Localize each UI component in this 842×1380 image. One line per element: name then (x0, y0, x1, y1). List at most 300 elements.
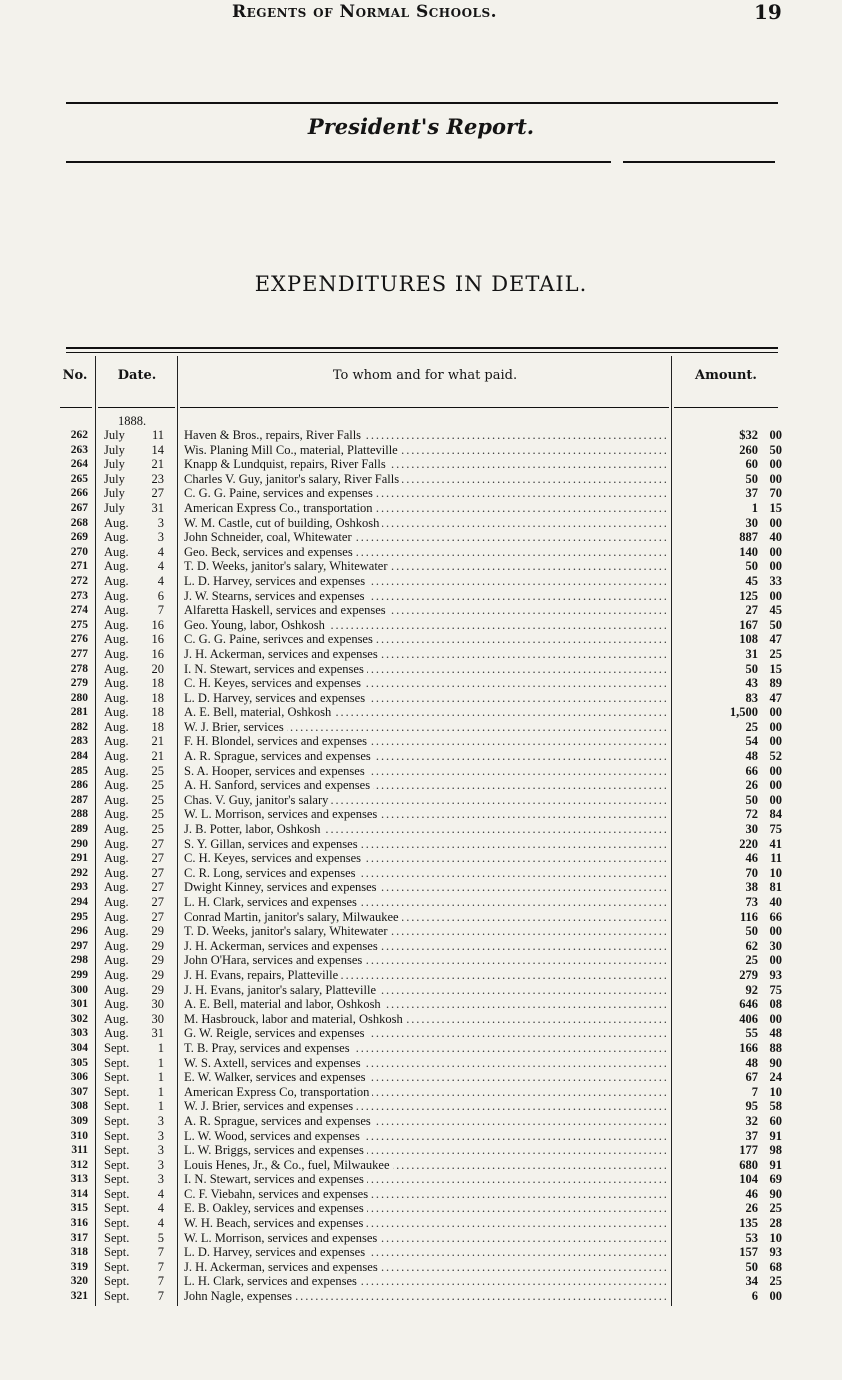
entry-description (184, 880, 666, 895)
column-header-amount: Amount. (695, 368, 757, 383)
entry-dollars: 646 (739, 997, 758, 1012)
entry-month: Sept. (104, 1230, 130, 1245)
entry-month: Sept. (104, 1113, 130, 1128)
entry-description-text: J. H. Ackerman, services and expenses (184, 647, 381, 661)
entry-month: Aug. (104, 895, 129, 909)
entry-description-text: I. N. Stewart, services and expenses (184, 1172, 367, 1186)
entry-day: 25 (151, 778, 164, 793)
entry-day: 16 (151, 617, 164, 632)
entry-cents: 00 (769, 778, 782, 793)
entry-dollars: 48 (745, 749, 758, 764)
entry-day: 3 (157, 1143, 164, 1158)
entry-description-text: L. W. Briggs, services and expenses (184, 1143, 367, 1157)
table-row (0, 691, 842, 706)
entry-description (184, 1274, 666, 1289)
header-underline-amount (674, 407, 778, 408)
entry-day: 29 (151, 982, 164, 997)
entry-description-text: A. E. Bell, material, Oshkosh (184, 705, 334, 719)
entry-dollars: 6 (751, 1289, 758, 1304)
table-row (0, 1274, 842, 1289)
table-row (0, 1245, 842, 1260)
entry-month: Aug. (104, 734, 129, 749)
entry-month: Aug. (104, 836, 129, 851)
entry-dollars: 60 (745, 457, 758, 472)
entry-dollars: 72 (745, 807, 758, 822)
table-row (0, 764, 842, 779)
entry-description-text: Charles V. Guy, janitor's salary, River Falls (184, 472, 402, 486)
entry-description-text: J. B. Potter, labor, Oshkosh (184, 822, 324, 836)
entry-description-text: W. L. Morrison, services and expenses (184, 807, 380, 821)
entry-description-text: E. B. Oakley, services and expenses (184, 1201, 367, 1215)
entry-description-text: L. D. Harvey, services and expenses (184, 1245, 368, 1259)
entry-month: Aug. (104, 1026, 129, 1041)
entry-day: 27 (151, 880, 164, 895)
entry-day: 18 (151, 676, 164, 691)
entry-month: Sept. (104, 1128, 130, 1143)
entry-cents: 40 (769, 530, 782, 545)
entry-dollars: 67 (745, 1070, 758, 1085)
entry-dollars: 25 (745, 719, 758, 734)
entry-month: Aug. (104, 997, 129, 1012)
entry-month: Aug. (104, 938, 129, 953)
entry-number: 310 (70, 1129, 88, 1142)
entry-number: 265 (70, 472, 88, 485)
table-row (0, 1099, 842, 1114)
entry-day: 4 (157, 1216, 164, 1231)
entry-month: July (104, 442, 125, 457)
entry-month: Sept. (104, 1055, 130, 1070)
table-row (0, 968, 842, 983)
entry-dollars: 177 (739, 1143, 758, 1158)
entry-day: 6 (157, 588, 164, 603)
entry-day: 1 (157, 1070, 164, 1085)
entry-day: 27 (151, 486, 164, 501)
table-row (0, 662, 842, 677)
entry-description (184, 1056, 666, 1071)
table-row (0, 559, 842, 574)
entry-description (184, 895, 666, 910)
entry-description (184, 545, 666, 560)
entry-dollars: 45 (745, 573, 758, 588)
entry-day: 7 (157, 603, 164, 618)
entry-description-text: C. R. Long, services and expenses (184, 866, 359, 880)
entry-dollars: 7 (751, 1084, 758, 1099)
entry-cents: 00 (769, 719, 782, 734)
table-row (0, 574, 842, 589)
entry-cents: 28 (769, 1216, 782, 1231)
entry-cents: 00 (769, 544, 782, 559)
entry-day: 4 (157, 1186, 164, 1201)
entry-month: Sept. (104, 1201, 130, 1216)
year-label: 1888. (118, 414, 147, 428)
entry-month: Sept. (104, 1274, 130, 1289)
entry-dollars: 30 (745, 515, 758, 530)
entry-day: 3 (157, 1128, 164, 1143)
entry-number: 289 (70, 823, 88, 836)
entry-month: Sept. (104, 1040, 130, 1055)
entry-description-text: W. M. Castle, cut of building, Oshkosh (184, 516, 382, 530)
entry-month: Aug. (104, 967, 129, 982)
entry-month: Aug. (104, 822, 129, 837)
entry-description (184, 603, 666, 618)
entry-dollars: 406 (739, 1011, 758, 1026)
entry-cents: 70 (769, 486, 782, 501)
entry-dollars: 50 (745, 924, 758, 939)
entry-description (184, 720, 666, 735)
table-row (0, 749, 842, 764)
entry-number: 270 (70, 545, 88, 558)
entry-number: 296 (70, 925, 88, 938)
entry-description (184, 764, 666, 779)
entry-number: 302 (70, 1012, 88, 1025)
entry-number: 309 (70, 1114, 88, 1127)
expenditure-rows (0, 428, 842, 1304)
table-row (0, 939, 842, 954)
entry-day: 1 (157, 1040, 164, 1055)
table-row (0, 866, 842, 881)
entry-cents: 00 (769, 763, 782, 778)
entry-number: 316 (70, 1217, 88, 1230)
entry-number: 312 (70, 1158, 88, 1171)
entry-day: 21 (151, 734, 164, 749)
entry-month: Aug. (104, 544, 129, 559)
entry-cents: 00 (769, 734, 782, 749)
entry-description (184, 997, 666, 1012)
entry-number: 298 (70, 954, 88, 967)
entry-dollars: 73 (745, 895, 758, 909)
entry-cents: 10 (769, 1230, 782, 1245)
entry-month: Aug. (104, 763, 129, 778)
entry-cents: 25 (769, 646, 782, 661)
entry-number: 285 (70, 764, 88, 777)
entry-month: Aug. (104, 676, 129, 691)
table-row (0, 618, 842, 633)
entry-month: Sept. (104, 1084, 130, 1099)
entry-number: 291 (70, 852, 88, 865)
entry-day: 31 (151, 1026, 164, 1041)
entry-description-text: C. F. Viebahn, services and expenses (184, 1187, 371, 1201)
entry-cents: 00 (769, 428, 782, 442)
entry-day: 29 (151, 924, 164, 939)
entry-dollars: 108 (739, 632, 758, 647)
table-row (0, 822, 842, 837)
entry-number: 280 (70, 691, 88, 704)
entry-dollars: 116 (739, 909, 758, 924)
entry-day: 1 (157, 1084, 164, 1099)
entry-day: 3 (157, 1172, 164, 1187)
table-row (0, 1070, 842, 1085)
entry-cents: 75 (769, 822, 782, 837)
entry-cents: 91 (769, 1157, 782, 1172)
table-row (0, 720, 842, 735)
entry-description-text: C. G. G. Paine, serivces and expenses (184, 632, 376, 646)
entry-dollars: 38 (745, 880, 758, 895)
table-row (0, 778, 842, 793)
entry-dollars: 50 (745, 661, 758, 676)
entry-description (184, 1289, 666, 1304)
entry-number: 268 (70, 516, 88, 529)
entry-month: Aug. (104, 705, 129, 720)
entry-description-text: W. J. Brier, services (184, 720, 287, 734)
entry-description-text: Geo. Beck, services and expenses (184, 545, 356, 559)
entry-dollars: 83 (745, 690, 758, 705)
entry-cents: 00 (769, 559, 782, 574)
table-row (0, 1129, 842, 1144)
entry-description-text: S. Y. Gillan, services and expenses (184, 837, 361, 851)
entry-description (184, 632, 666, 647)
entry-dollars: 55 (745, 1026, 758, 1041)
entry-description (184, 1026, 666, 1041)
entry-month: Aug. (104, 573, 129, 588)
entry-dollars: 32 (745, 1113, 758, 1128)
entry-day: 29 (151, 953, 164, 968)
entry-description (184, 749, 666, 764)
entry-cents: 93 (769, 1245, 782, 1260)
table-row (0, 910, 842, 925)
entry-cents: 24 (769, 1070, 782, 1085)
entry-description (184, 647, 666, 662)
entry-dollars: 26 (745, 778, 758, 793)
entry-description (184, 618, 666, 633)
entry-description-text: Alfaretta Haskell, services and expenses (184, 603, 389, 617)
running-head (0, 0, 842, 30)
table-row (0, 807, 842, 822)
entry-month: Aug. (104, 778, 129, 793)
entry-cents: 25 (769, 1201, 782, 1216)
entry-description (184, 1114, 666, 1129)
table-row (0, 486, 842, 501)
entry-day: 21 (151, 457, 164, 472)
entry-description-text: J. H. Ackerman, services and expenses (184, 939, 381, 953)
entry-number: 263 (70, 443, 88, 456)
entry-day: 23 (151, 471, 164, 486)
entry-number: 307 (70, 1085, 88, 1098)
entry-cents: 60 (769, 1113, 782, 1128)
entry-dollars: 43 (745, 676, 758, 691)
entry-description-text: L. H. Clark, services and expenses (184, 1274, 360, 1288)
entry-cents: 91 (769, 1128, 782, 1143)
entry-cents: 00 (769, 1289, 782, 1304)
entry-description (184, 866, 666, 881)
entry-description (184, 1245, 666, 1260)
entry-month: Aug. (104, 515, 129, 530)
entry-description-text: J. H. Evans, repairs, Platteville (184, 968, 341, 982)
entry-cents: 00 (769, 792, 782, 807)
table-row (0, 647, 842, 662)
entry-day: 29 (151, 967, 164, 982)
entry-description (184, 443, 666, 458)
entry-description (184, 1216, 666, 1231)
entry-number: 295 (70, 910, 88, 923)
entry-cents: 00 (769, 924, 782, 939)
entry-description (184, 1158, 666, 1173)
entry-month: Aug. (104, 909, 129, 924)
entry-cents: 66 (769, 909, 782, 924)
entry-month: July (104, 486, 125, 501)
entry-month: Aug. (104, 588, 129, 603)
table-row (0, 953, 842, 968)
entry-description-text: L. W. Wood, services and expenses (184, 1129, 363, 1143)
entry-cents: 88 (769, 1040, 782, 1055)
entry-month: Aug. (104, 617, 129, 632)
entry-number: 315 (70, 1202, 88, 1215)
table-row (0, 1158, 842, 1173)
entry-month: Aug. (104, 880, 129, 895)
entry-number: 305 (70, 1056, 88, 1069)
entry-cents: 69 (769, 1172, 782, 1187)
table-row (0, 1216, 842, 1231)
entry-month: Aug. (104, 661, 129, 676)
entry-description (184, 559, 666, 574)
entry-description-text: Wis. Planing Mill Co., material, Platteville (184, 443, 401, 457)
entry-number: 288 (70, 808, 88, 821)
entry-month: Sept. (104, 1143, 130, 1158)
entry-number: 269 (70, 531, 88, 544)
entry-description (184, 516, 666, 531)
entry-dollars: 260 (739, 442, 758, 457)
entry-description (184, 589, 666, 604)
entry-description-text: John Nagle, expenses (184, 1289, 295, 1303)
entry-day: 14 (151, 442, 164, 457)
table-row (0, 1187, 842, 1202)
entry-description (184, 1129, 666, 1144)
entry-cents: 90 (769, 1186, 782, 1201)
table-row (0, 1114, 842, 1129)
entry-description-text: J. H. Ackerman, services and expenses (184, 1260, 381, 1274)
entry-description-text: W. H. Beach, services and expenses (184, 1216, 366, 1230)
column-header-date: Date. (117, 368, 157, 383)
entry-day: 3 (157, 1113, 164, 1128)
entry-description-text: Knapp & Lundquist, repairs, River Falls (184, 457, 389, 471)
entry-cents: 00 (769, 588, 782, 603)
entry-month: Aug. (104, 690, 129, 705)
entry-dollars: 1 (751, 500, 758, 515)
table-row (0, 1201, 842, 1216)
entry-month: Aug. (104, 953, 129, 968)
entry-day: 3 (157, 530, 164, 545)
entry-cents: 98 (769, 1143, 782, 1158)
table-row (0, 895, 842, 910)
entry-description (184, 924, 666, 939)
table-row (0, 793, 842, 808)
section-title: EXPENDITURES IN DETAIL. (254, 272, 588, 296)
entry-number: 317 (70, 1231, 88, 1244)
table-row (0, 734, 842, 749)
table-row (0, 457, 842, 472)
entry-description (184, 910, 666, 925)
entry-description-text: I. N. Stewart, services and expenses (184, 662, 367, 676)
entry-description-text: Conrad Martin, janitor's salary, Milwaukee (184, 910, 402, 924)
table-row (0, 997, 842, 1012)
table-row (0, 501, 842, 516)
entry-day: 3 (157, 515, 164, 530)
entry-day: 4 (157, 544, 164, 559)
table-row (0, 1026, 842, 1041)
entry-month: Sept. (104, 1289, 130, 1304)
entry-month: July (104, 500, 125, 515)
table-row (0, 705, 842, 720)
entry-description-text: American Express Co., transportation (184, 501, 376, 515)
entry-dollars: 37 (745, 1128, 758, 1143)
table-row (0, 1056, 842, 1071)
entry-number: 286 (70, 779, 88, 792)
entry-description (184, 691, 666, 706)
entry-cents: 10 (769, 865, 782, 880)
entry-description-text: J. H. Evans, janitor's salary, Platteville (184, 983, 379, 997)
entry-number: 300 (70, 983, 88, 996)
entry-cents: 47 (769, 632, 782, 647)
entry-month: Aug. (104, 982, 129, 997)
entry-month: Aug. (104, 807, 129, 822)
entry-description-text: W. S. Axtell, services and expenses (184, 1056, 364, 1070)
entry-description-text: Geo. Young, labor, Oshkosh (184, 618, 328, 632)
entry-dollars: 54 (745, 734, 758, 749)
entry-month: Sept. (104, 1186, 130, 1201)
entry-description-text: American Express Co, transportation (184, 1085, 372, 1099)
entry-description (184, 574, 666, 589)
entry-dollars: 26 (745, 1201, 758, 1216)
entry-cents: 47 (769, 690, 782, 705)
entry-description-text: J. W. Stearns, services and expenses (184, 589, 368, 603)
entry-cents: 11 (770, 851, 782, 866)
entry-dollars: 50 (745, 792, 758, 807)
entry-number: 278 (70, 662, 88, 675)
entry-number: 320 (70, 1275, 88, 1288)
entry-cents: 81 (769, 880, 782, 895)
entry-number: 284 (70, 750, 88, 763)
entry-dollars: 50 (745, 1259, 758, 1274)
entry-number: 293 (70, 881, 88, 894)
entry-cents: 00 (769, 953, 782, 968)
entry-description (184, 822, 666, 837)
table-row (0, 428, 842, 443)
entry-number: 318 (70, 1246, 88, 1259)
table-row (0, 837, 842, 852)
entry-day: 25 (151, 792, 164, 807)
entry-description-text: W. J. Brier, services and expenses (184, 1099, 356, 1113)
entry-cents: 90 (769, 1055, 782, 1070)
entry-dollars: 27 (745, 603, 758, 618)
entry-cents: 52 (769, 749, 782, 764)
entry-number: 290 (70, 837, 88, 850)
entry-cents: 41 (769, 836, 782, 851)
entry-description-text: E. W. Walker, services and expenses (184, 1070, 369, 1084)
entry-day: 11 (151, 428, 164, 442)
entry-dollars: 46 (745, 851, 758, 866)
entry-description-text: W. L. Morrison, services and expenses (184, 1231, 380, 1245)
entry-day: 25 (151, 807, 164, 822)
table-row (0, 632, 842, 647)
entry-month: Aug. (104, 646, 129, 661)
entry-day: 21 (151, 749, 164, 764)
report-rule-left (66, 161, 611, 163)
entry-description (184, 1085, 666, 1100)
entry-day: 20 (151, 661, 164, 676)
entry-day: 7 (157, 1274, 164, 1289)
entry-cents: 15 (769, 500, 782, 515)
entry-dollars: 48 (745, 1055, 758, 1070)
entry-number: 277 (70, 647, 88, 660)
entry-cents: 10 (769, 1084, 782, 1099)
entry-description (184, 734, 666, 749)
entry-description-text: Dwight Kinney, services and expenses (184, 880, 380, 894)
entry-day: 18 (151, 705, 164, 720)
entry-day: 7 (157, 1289, 164, 1304)
table-row (0, 516, 842, 531)
entry-cents: 33 (769, 573, 782, 588)
entry-day: 7 (157, 1259, 164, 1274)
entry-cents: 84 (769, 807, 782, 822)
